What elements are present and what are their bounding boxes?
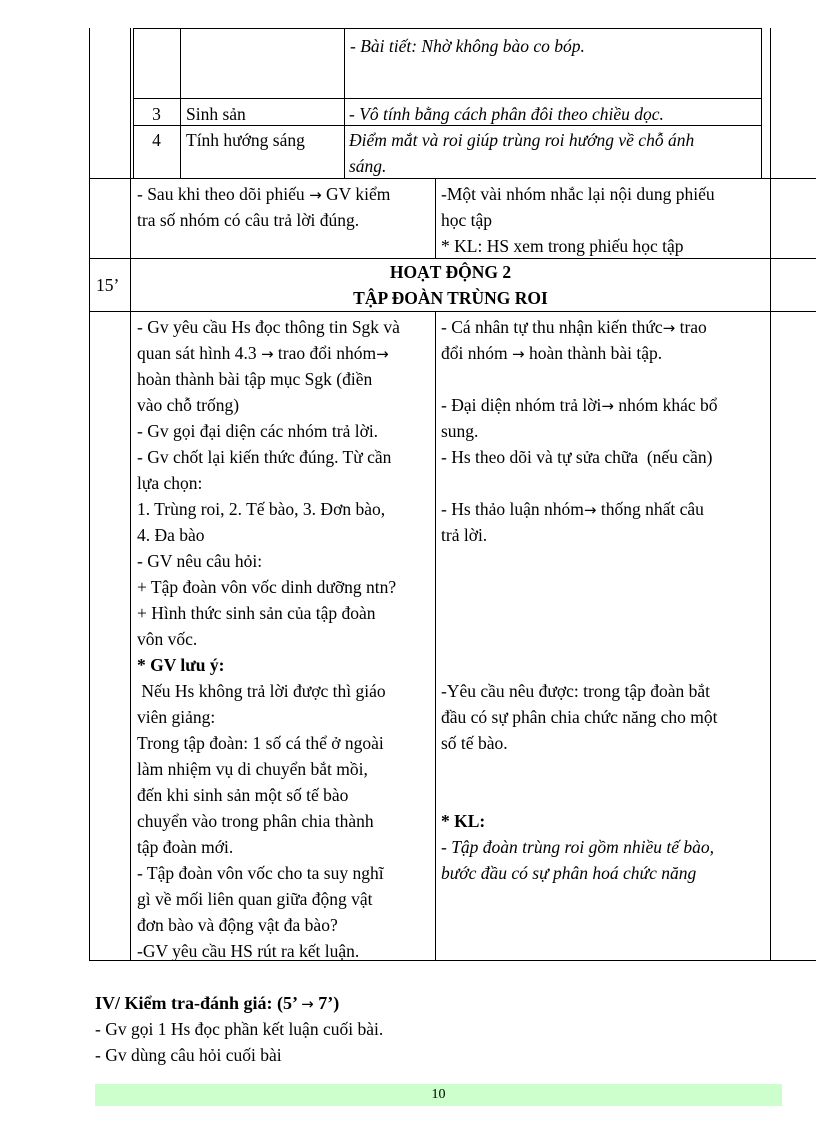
arrow-icon: → [376,345,389,363]
teacher-line: lựa chọn: [137,473,203,493]
teacher-line [137,340,389,367]
phototaxis-label: Tính hướng sáng [186,130,305,150]
student-line: trả lời. [441,525,488,545]
arrow-icon: → [260,345,274,363]
teacher-line: 4. Đa bào [137,525,205,545]
student-line [441,314,707,341]
teacher-line: -GV yêu cầu HS rút ra kết luận. [137,941,360,961]
reproduction-desc: - Vô tính bằng cách phân đôi theo chiều dọc. [349,104,664,124]
teacher-line: - Gv chốt lại kiến thức đúng. Từ cần [137,447,392,467]
teacher-line: Nếu Hs không trả lời được thì giáo [137,681,386,701]
teacher-line: vôn vốc. [137,629,198,649]
row-number-4: 4 [152,130,161,150]
student-text: - Đại diện nhóm trả lời [441,395,602,415]
student-line [441,392,718,419]
student-text: - Hs thảo luận nhóm [441,499,584,519]
activity-heading: HOẠT ĐỘNG 2 [389,262,512,282]
conclusion-line: - Tập đoàn trùng roi gồm nhiều tế bào, [441,837,715,857]
excretion-detail: - Bài tiết: Nhờ không bào co bóp. [350,36,585,56]
check-student-line2: học tập [441,210,493,230]
check-student-line1: -Một vài nhóm nhắc lại nội dung phiếu [441,184,715,204]
student-text: thống nhất câu [600,499,704,519]
student-text: trao [679,317,707,337]
page-footer [95,1084,782,1106]
check-teacher-line2: tra số nhóm có câu trả lời đúng. [137,210,360,230]
conclusion-line: bước đầu có sự phân hoá chức năng [441,863,697,883]
teacher-line: chuyển vào trong phân chia thành [137,811,374,831]
activity-time: 15’ [96,275,120,295]
check-teacher-text-end: GV kiểm [326,184,391,204]
student-line: số tế bào. [441,733,508,753]
student-line [441,340,662,367]
teacher-line: gì về mối liên quan giữa động vật [137,889,373,909]
section-line: - Gv gọi 1 Hs đọc phần kết luận cuối bài. [95,1019,384,1039]
phototaxis-desc-line2: sáng. [349,156,387,176]
teacher-line: đến khi sinh sản một số tế bào [137,785,349,805]
check-student-line3: * KL: HS xem trong phiếu học tập [441,236,684,256]
reproduction-label: Sinh sản [186,104,246,124]
teacher-line: + Hình thức sinh sản của tập đoàn [137,603,376,623]
student-line: - Hs theo dõi và tự sửa chữa (nếu cần) [441,447,713,467]
student-text: nhóm khác bổ [618,395,718,415]
student-line: -Yêu cầu nêu được: trong tập đoàn bắt [441,681,710,701]
arrow-icon: → [301,995,314,1013]
teacher-line: tập đoàn mới. [137,837,234,857]
check-teacher-line1 [137,181,390,208]
teacher-line: - GV nêu câu hỏi: [137,551,263,571]
arrow-icon: → [601,397,614,415]
arrow-icon: → [309,186,322,204]
section-line: - Gv dùng câu hỏi cuối bài [95,1045,282,1065]
teacher-line: viên giảng: [137,707,216,727]
teacher-note-heading: * GV lưu ý: [137,655,225,675]
teacher-line: vào chỗ trống) [137,395,240,415]
student-line: đầu có sự phân chia chức năng cho một [441,707,718,727]
student-line: sung. [441,421,479,441]
teacher-line: đơn bào và động vật đa bào? [137,915,338,935]
teacher-line: 1. Trùng roi, 2. Tế bào, 3. Đơn bào, [137,499,386,519]
student-line [441,496,704,523]
teacher-line: hoàn thành bài tập mục Sgk (điền [137,369,373,389]
teacher-text: trao đổi nhóm [277,343,377,363]
student-text: đổi nhóm [441,343,508,363]
teacher-line: - Gv gọi đại diện các nhóm trả lời. [137,421,379,441]
section-title-text: IV/ Kiểm tra-đánh giá: (5’ [95,993,297,1013]
teacher-line: Trong tập đoàn: 1 số cá thể ở ngoài [137,733,384,753]
arrow-icon: → [583,501,597,519]
student-text: hoàn thành bài tập. [528,343,663,363]
teacher-line: + Tập đoàn vôn vốc dinh dưỡng ntn? [137,577,397,597]
teacher-line: - Tập đoàn vôn vốc cho ta suy nghĩ [137,863,384,883]
activity-subheading: TẬP ĐOÀN TRÙNG ROI [353,288,548,308]
section-title-text-end: 7’) [318,993,340,1013]
teacher-text: quan sát hình 4.3 [137,343,257,363]
teacher-line: làm nhiệm vụ di chuyển bắt mồi, [137,759,368,779]
section-title [95,990,339,1017]
teacher-line: - Gv yêu cầu Hs đọc thông tin Sgk và [137,317,400,337]
row-number-3: 3 [152,104,161,124]
page-number: 10 [431,1087,446,1102]
arrow-icon: → [511,345,525,363]
arrow-icon: → [662,319,676,337]
student-text: - Cá nhân tự thu nhận kiến thức [441,317,663,337]
phototaxis-desc-line1: Điểm mắt và roi giúp trùng roi hướng về chỗ ánh [349,130,695,150]
check-teacher-text: - Sau khi theo dõi phiếu [137,184,305,204]
conclusion-heading: * KL: [441,811,486,831]
